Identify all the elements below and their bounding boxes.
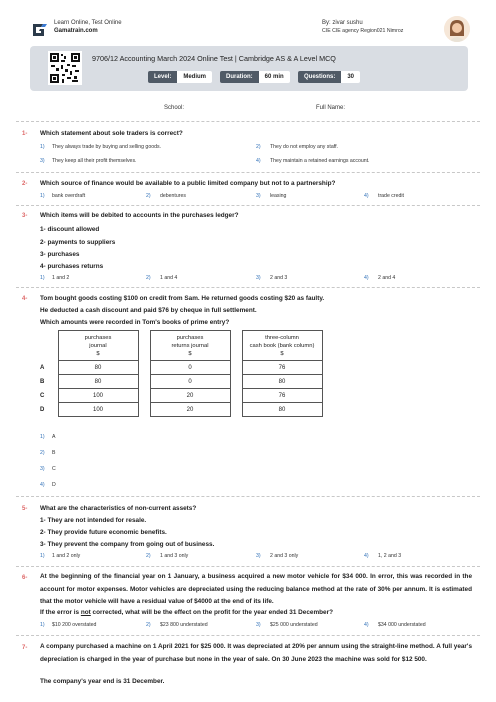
option-text[interactable]: trade credit: [378, 193, 404, 199]
page-header: [30, 18, 470, 48]
table-cell: 100: [58, 389, 138, 403]
statement-line: 3- purchases: [40, 251, 80, 258]
option-number: 1): [40, 275, 45, 281]
divider: [16, 121, 480, 122]
option-text[interactable]: 1 and 2 only: [52, 553, 81, 559]
option-number: 2): [40, 450, 45, 456]
column-header: purchases returns journal $: [150, 331, 230, 361]
table-cell: 0: [150, 375, 230, 389]
option-number: 4): [364, 275, 369, 281]
question-number: 7-: [22, 645, 28, 651]
row-label: D: [40, 406, 45, 413]
row-label: B: [40, 378, 45, 385]
option-text[interactable]: D: [52, 482, 56, 488]
gamatrain-logo-icon: [30, 20, 50, 40]
school-label: School:: [164, 105, 185, 111]
option-number: 2): [256, 144, 261, 150]
table-row: [40, 375, 322, 389]
option-text[interactable]: 2 and 3 only: [270, 553, 299, 559]
question-text: Which source of finance would be available to a public limited company but not to a partnership?: [40, 180, 336, 187]
prime-entry-table: [40, 330, 323, 417]
question-paragraph: A company purchased a machine on 1 April 2021 for $25 000. It was depreciated at 20% per annum using the straight-line method. A full year's depreciation is charged in the year of purchase but none in the year of sale. On 30 June 2023 the machine was sold for $12 500.: [40, 643, 472, 663]
option-number: 1): [40, 553, 45, 559]
row-label: A: [40, 364, 45, 371]
question-text: Which statement about sole traders is correct?: [40, 130, 183, 137]
option-number: 1): [40, 144, 45, 150]
option-number: 4): [364, 193, 369, 199]
fullname-label: Full Name:: [316, 105, 346, 111]
test-title: 9706/12 Accounting March 2024 Online Test | Cambridge AS & A Level MCQ: [92, 54, 336, 63]
option-number: 3): [256, 193, 261, 199]
question-number: 4-: [22, 296, 28, 302]
question-text: He deducted a cash discount and paid $76 by cheque in full settlement.: [40, 307, 257, 314]
statement-line: 2- They provide future economic benefits.: [40, 529, 167, 536]
option-text[interactable]: leasing: [270, 193, 287, 199]
option-text[interactable]: B: [52, 450, 56, 456]
question-text: If the error is not corrected, what will be the effect on the profit for the year ended 31 December?: [40, 609, 333, 616]
question-number: 5-: [22, 506, 28, 512]
column-header: purchases journal $: [58, 331, 138, 361]
table-row: [40, 389, 322, 403]
question-text: What are the characteristics of non-current assets?: [40, 505, 197, 512]
divider: [16, 566, 480, 567]
statement-line: 1- They are not intended for resale.: [40, 517, 147, 524]
option-number: 1): [40, 434, 45, 440]
duration-value: 60 min: [259, 71, 290, 83]
option-number: 3): [40, 158, 45, 164]
option-number: 1): [40, 622, 45, 628]
table-cell: 76: [242, 361, 322, 375]
option-text[interactable]: 2 and 3: [270, 275, 288, 281]
option-text[interactable]: $34 000 understated: [378, 622, 426, 628]
statement-line: 1- discount allowed: [40, 226, 100, 233]
option-number: 4): [364, 622, 369, 628]
exam-board: CIE CIE agency Region021 Nimroz: [322, 28, 404, 34]
option-number: 2): [146, 622, 151, 628]
option-number: 2): [146, 275, 151, 281]
table-row: [40, 403, 322, 417]
questions-chip: [298, 71, 360, 83]
table-header-row: [40, 331, 322, 361]
divider: [16, 496, 480, 497]
statement-line: 2- payments to suppliers: [40, 239, 116, 246]
option-text[interactable]: They maintain a retained earnings account.: [270, 158, 370, 164]
question-number: 1-: [22, 131, 28, 137]
option-number: 4): [40, 482, 45, 488]
question-text: Tom bought goods costing $100 on credit from Sam. He returned goods costing $20 as faulty.: [40, 295, 325, 302]
divider: [16, 205, 480, 206]
option-text[interactable]: 1 and 2: [52, 275, 70, 281]
table-cell: 80: [58, 361, 138, 375]
column-header: three-column cash book (bank column) $: [242, 331, 322, 361]
level-chip: [148, 71, 212, 83]
test-info-band: [30, 46, 468, 91]
option-text[interactable]: C: [52, 466, 56, 472]
option-text[interactable]: $10 200 overstated: [52, 622, 97, 628]
brand-site: Gamatrain.com: [54, 28, 98, 34]
table-row: [40, 361, 322, 375]
option-text[interactable]: debentures: [160, 193, 186, 199]
question-text: Which amounts were recorded in Tom's books of prime entry?: [40, 319, 230, 326]
statement-line: 4- purchases returns: [40, 263, 104, 270]
option-number: 3): [256, 275, 261, 281]
table-cell: 80: [58, 375, 138, 389]
option-number: 4): [256, 158, 261, 164]
level-label: Level:: [148, 71, 177, 83]
table-cell: 20: [150, 403, 230, 417]
option-text[interactable]: They always trade by buying and selling goods.: [52, 144, 162, 150]
divider: [16, 287, 480, 288]
divider: [16, 635, 480, 636]
option-number: 3): [256, 622, 261, 628]
questions-value: 30: [341, 71, 360, 83]
option-number: 2): [146, 193, 151, 199]
option-text[interactable]: They keep all their profit themselves.: [52, 158, 137, 164]
option-number: 1): [40, 193, 45, 199]
qr-code-icon: [48, 51, 82, 85]
duration-label: Duration:: [220, 71, 259, 83]
statement-line: 3- They prevent the company from going out of business.: [40, 541, 215, 548]
question-text: The company's year end is 31 December.: [40, 678, 165, 685]
table-cell: 80: [242, 375, 322, 389]
option-text[interactable]: $25 000 understated: [270, 622, 318, 628]
option-number: 4): [364, 553, 369, 559]
question-number: 3-: [22, 213, 28, 219]
option-text[interactable]: A: [52, 434, 56, 440]
option-text[interactable]: 2 and 4: [378, 275, 396, 281]
question-number: 2-: [22, 181, 28, 187]
option-number: 3): [40, 466, 45, 472]
table-cell: 20: [150, 389, 230, 403]
brand-tagline: Learn Online, Test Online: [54, 20, 122, 26]
option-number: 3): [256, 553, 261, 559]
table-cell: 76: [242, 389, 322, 403]
level-value: Medium: [177, 71, 212, 83]
option-text[interactable]: bank overdraft: [52, 193, 86, 199]
option-number: 2): [146, 553, 151, 559]
question-text: Which items will be debited to accounts in the purchases ledger?: [40, 212, 239, 219]
question-paragraph: At the beginning of the financial year on 1 January, a business acquired a new motor vehicle for $34 000. In error, this was recorded in the account for motor expenses. Motor vehicles are depreciated using the reducing balance method at the rate of 30% per annum. It is estimated that the motor vehicle will have a residual value of $4000 at the end of its life.: [40, 573, 472, 605]
option-text[interactable]: They do not employ any staff.: [270, 144, 338, 150]
avatar: [444, 16, 470, 42]
option-text[interactable]: 1 and 3 only: [160, 553, 189, 559]
author: By: zivar sushu: [322, 20, 363, 26]
option-text[interactable]: 1, 2 and 3: [378, 553, 402, 559]
question-number: 6-: [22, 575, 28, 581]
option-text[interactable]: 1 and 4: [160, 275, 178, 281]
option-text[interactable]: $23 800 understated: [160, 622, 208, 628]
divider: [16, 172, 480, 173]
table-cell: 0: [150, 361, 230, 375]
table-cell: 100: [58, 403, 138, 417]
table-cell: 80: [242, 403, 322, 417]
row-label: C: [40, 392, 45, 399]
emphasis-not: not: [80, 609, 91, 616]
questions-label: Questions:: [298, 71, 341, 83]
duration-chip: [220, 71, 290, 83]
